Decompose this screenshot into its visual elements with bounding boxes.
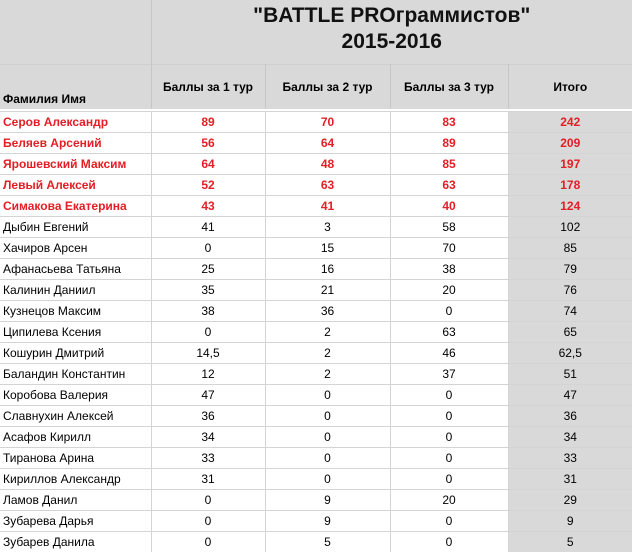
round-2-cell[interactable]: 0	[265, 385, 390, 406]
round-1-cell[interactable]: 0	[151, 490, 265, 511]
table-row[interactable]	[0, 448, 632, 469]
round-1-cell[interactable]: 0	[151, 532, 265, 552]
round-3-cell[interactable]: 63	[390, 175, 508, 196]
round-1-cell[interactable]: 38	[151, 301, 265, 322]
round-3-cell[interactable]: 63	[390, 322, 508, 343]
round-2-cell[interactable]: 64	[265, 133, 390, 154]
table-row[interactable]	[0, 175, 632, 196]
round-3-cell[interactable]: 83	[390, 112, 508, 133]
round-1-cell[interactable]: 31	[151, 469, 265, 490]
name-cell[interactable]: Зубарева Дарья	[0, 511, 151, 532]
table-row[interactable]	[0, 133, 632, 154]
name-cell[interactable]: Беляев Арсений	[0, 133, 151, 154]
table-row[interactable]	[0, 406, 632, 427]
table-row[interactable]	[0, 280, 632, 301]
name-cell[interactable]: Кириллов Александр	[0, 469, 151, 490]
round-1-cell[interactable]: 47	[151, 385, 265, 406]
total-cell[interactable]: 36	[508, 406, 632, 427]
total-cell[interactable]: 242	[508, 112, 632, 133]
name-cell[interactable]: Ламов Данил	[0, 490, 151, 511]
round-3-cell[interactable]: 46	[390, 343, 508, 364]
name-cell[interactable]: Баландин Константин	[0, 364, 151, 385]
round-1-cell[interactable]: 0	[151, 322, 265, 343]
total-cell[interactable]: 51	[508, 364, 632, 385]
name-cell[interactable]: Левый Алексей	[0, 175, 151, 196]
round-2-cell[interactable]: 5	[265, 532, 390, 552]
round-2-cell[interactable]: 36	[265, 301, 390, 322]
table-row[interactable]	[0, 217, 632, 238]
round-1-cell[interactable]: 12	[151, 364, 265, 385]
title-row	[0, 0, 632, 65]
table-row[interactable]	[0, 364, 632, 385]
round-2-cell[interactable]: 48	[265, 154, 390, 175]
round-3-cell[interactable]: 38	[390, 259, 508, 280]
round-3-cell[interactable]: 0	[390, 385, 508, 406]
table-row[interactable]	[0, 532, 632, 552]
total-cell[interactable]: 76	[508, 280, 632, 301]
round-1-cell[interactable]: 89	[151, 112, 265, 133]
round-2-cell[interactable]: 15	[265, 238, 390, 259]
total-cell[interactable]: 209	[508, 133, 632, 154]
round-3-cell[interactable]: 85	[390, 154, 508, 175]
round-3-cell[interactable]: 0	[390, 448, 508, 469]
round-1-cell[interactable]: 43	[151, 196, 265, 217]
name-cell[interactable]: Зубарев Данила	[0, 532, 151, 552]
round-1-cell[interactable]: 36	[151, 406, 265, 427]
round-3-cell[interactable]: 89	[390, 133, 508, 154]
round-1-cell[interactable]: 25	[151, 259, 265, 280]
round-1-cell[interactable]: 64	[151, 154, 265, 175]
total-cell[interactable]: 5	[508, 532, 632, 552]
column-header-round-3[interactable]: Баллы за 3 тур	[390, 65, 508, 110]
round-1-cell[interactable]: 33	[151, 448, 265, 469]
column-header-total[interactable]: Итого	[508, 65, 632, 110]
name-cell[interactable]: Хачиров Арсен	[0, 238, 151, 259]
name-cell[interactable]: Афанасьева Татьяна	[0, 259, 151, 280]
name-cell[interactable]: Калинин Даниил	[0, 280, 151, 301]
table-row[interactable]	[0, 427, 632, 448]
round-1-cell[interactable]: 0	[151, 511, 265, 532]
total-cell[interactable]: 85	[508, 238, 632, 259]
round-2-cell[interactable]: 0	[265, 406, 390, 427]
name-cell[interactable]: Симакова Екатерина	[0, 196, 151, 217]
table-row[interactable]	[0, 301, 632, 322]
round-2-cell[interactable]: 9	[265, 511, 390, 532]
round-3-cell[interactable]: 0	[390, 532, 508, 552]
name-cell[interactable]: Тиранова Арина	[0, 448, 151, 469]
round-2-cell[interactable]: 2	[265, 343, 390, 364]
name-cell[interactable]: Серов Александр	[0, 112, 151, 133]
round-2-cell[interactable]: 3	[265, 217, 390, 238]
name-cell[interactable]: Ярошевский Максим	[0, 154, 151, 175]
round-2-cell[interactable]: 63	[265, 175, 390, 196]
round-1-cell[interactable]: 56	[151, 133, 265, 154]
total-cell[interactable]: 62,5	[508, 343, 632, 364]
round-3-cell[interactable]: 40	[390, 196, 508, 217]
total-cell[interactable]: 124	[508, 196, 632, 217]
round-3-cell[interactable]: 70	[390, 238, 508, 259]
name-cell[interactable]: Ципилева Ксения	[0, 322, 151, 343]
name-cell[interactable]: Коробова Валерия	[0, 385, 151, 406]
total-cell[interactable]: 178	[508, 175, 632, 196]
round-1-cell[interactable]: 34	[151, 427, 265, 448]
round-3-cell[interactable]: 37	[390, 364, 508, 385]
title-line-1: "BATTLE PROграммистов"	[152, 3, 632, 29]
round-1-cell[interactable]: 0	[151, 238, 265, 259]
column-header-name[interactable]: Фамилия Имя	[0, 65, 151, 110]
round-3-cell[interactable]: 58	[390, 217, 508, 238]
name-cell[interactable]: Кузнецов Максим	[0, 301, 151, 322]
round-2-cell[interactable]: 2	[265, 322, 390, 343]
round-1-cell[interactable]: 35	[151, 280, 265, 301]
round-2-cell[interactable]: 16	[265, 259, 390, 280]
round-1-cell[interactable]: 52	[151, 175, 265, 196]
title-line-2: 2015-2016	[152, 29, 632, 55]
column-header-round-1[interactable]: Баллы за 1 тур	[151, 65, 265, 110]
column-header-round-2[interactable]: Баллы за 2 тур	[265, 65, 390, 110]
total-cell[interactable]: 79	[508, 259, 632, 280]
table-row[interactable]	[0, 469, 632, 490]
total-cell[interactable]: 34	[508, 427, 632, 448]
column-header-row	[0, 65, 632, 110]
round-2-cell[interactable]: 21	[265, 280, 390, 301]
round-2-cell[interactable]: 9	[265, 490, 390, 511]
table-row[interactable]	[0, 154, 632, 175]
round-3-cell[interactable]: 0	[390, 301, 508, 322]
round-2-cell[interactable]: 0	[265, 427, 390, 448]
round-3-cell[interactable]: 0	[390, 469, 508, 490]
round-2-cell[interactable]: 41	[265, 196, 390, 217]
round-3-cell[interactable]: 20	[390, 490, 508, 511]
total-cell[interactable]: 33	[508, 448, 632, 469]
name-cell[interactable]: Славнухин Алексей	[0, 406, 151, 427]
name-cell[interactable]: Дыбин Евгений	[0, 217, 151, 238]
round-3-cell[interactable]: 20	[390, 280, 508, 301]
round-2-cell[interactable]: 2	[265, 364, 390, 385]
name-cell[interactable]: Асафов Кирилл	[0, 427, 151, 448]
name-cell[interactable]: Кошурин Дмитрий	[0, 343, 151, 364]
table-row[interactable]	[0, 112, 632, 133]
table-row[interactable]	[0, 385, 632, 406]
table-row[interactable]	[0, 322, 632, 343]
total-cell[interactable]: 65	[508, 322, 632, 343]
round-1-cell[interactable]: 41	[151, 217, 265, 238]
total-cell[interactable]: 197	[508, 154, 632, 175]
total-cell[interactable]: 9	[508, 511, 632, 532]
table-row[interactable]	[0, 238, 632, 259]
table-row[interactable]	[0, 259, 632, 280]
title-left-cell	[0, 0, 151, 65]
round-3-cell[interactable]: 0	[390, 511, 508, 532]
table-row[interactable]	[0, 511, 632, 532]
total-cell[interactable]: 102	[508, 217, 632, 238]
page-title	[151, 0, 632, 65]
total-cell[interactable]: 74	[508, 301, 632, 322]
table-row[interactable]	[0, 343, 632, 364]
total-cell[interactable]: 31	[508, 469, 632, 490]
round-2-cell[interactable]: 70	[265, 112, 390, 133]
round-3-cell[interactable]: 0	[390, 406, 508, 427]
total-cell[interactable]: 47	[508, 385, 632, 406]
round-2-cell[interactable]: 0	[265, 469, 390, 490]
total-cell[interactable]: 29	[508, 490, 632, 511]
round-1-cell[interactable]: 14,5	[151, 343, 265, 364]
table-body	[0, 112, 632, 552]
table-row[interactable]	[0, 490, 632, 511]
round-2-cell[interactable]: 0	[265, 448, 390, 469]
table-row[interactable]	[0, 196, 632, 217]
round-3-cell[interactable]: 0	[390, 427, 508, 448]
